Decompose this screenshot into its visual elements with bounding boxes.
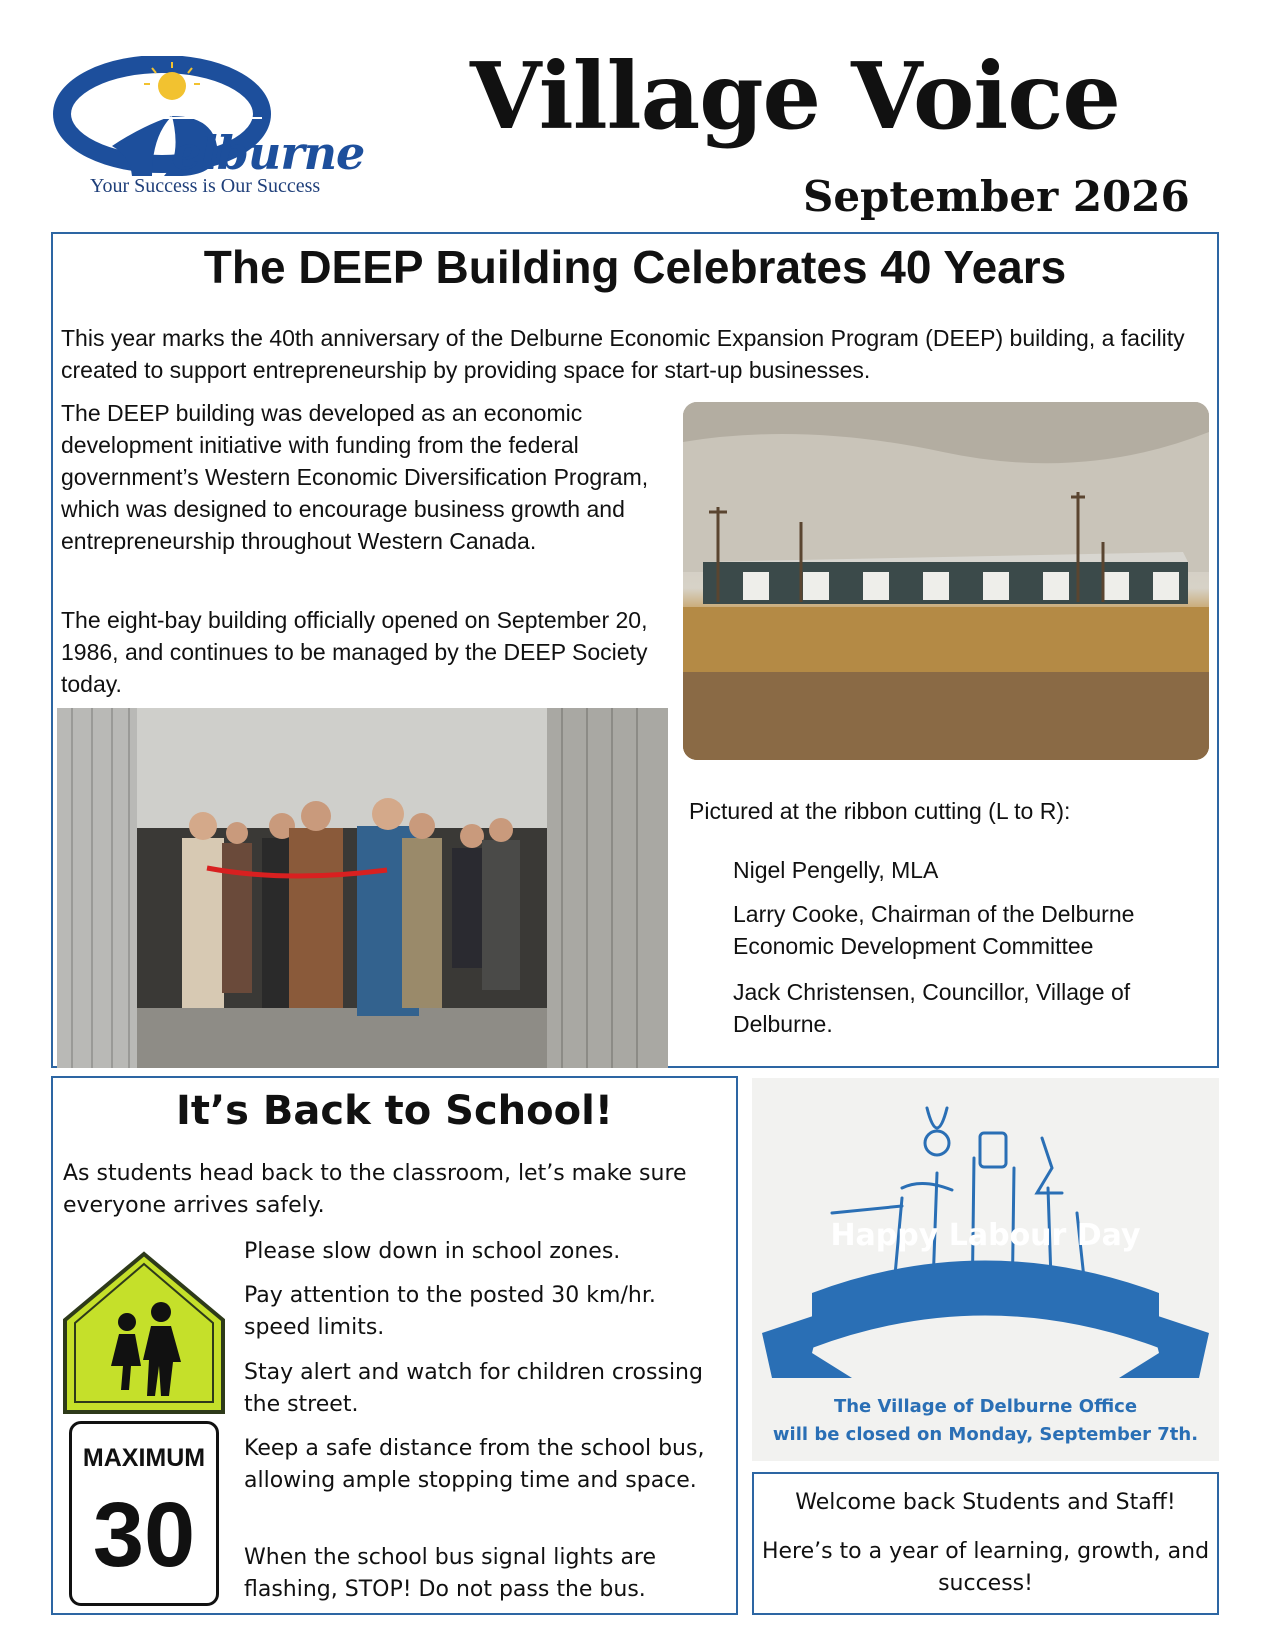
caption-person: Jack Christensen, Councillor, Village of Delburne. xyxy=(733,979,1131,1037)
deep-building-photo xyxy=(683,402,1209,760)
caption-person: Larry Cooke, Chairman of the Delburne Economic Development Committee xyxy=(733,901,1135,959)
school-crossing-sign-icon xyxy=(61,1250,227,1416)
speed-sign-word: MAXIMUM xyxy=(82,1444,206,1472)
safety-tip: Keep a safe distance from the school bus, allowing ample stopping time and space. xyxy=(244,1436,705,1493)
deep-article-paragraph: The DEEP building was developed as an economic development initiative with funding from the federal government’s Western Economic Diversification Program, which was designed to encourage business growth and entrepreneurship throughout Western Canada. xyxy=(61,400,649,554)
issue-date: September 2026 xyxy=(803,172,1190,221)
deep-article-title: The DEEP Building Celebrates 40 Years xyxy=(203,241,1067,293)
welcome-line: Here’s to a year of learning, growth, and success! xyxy=(761,1539,1210,1596)
ribbon-cutting-photo xyxy=(57,708,668,1068)
office-closure-notice: will be closed on Monday, September 7th. xyxy=(772,1424,1199,1445)
speed-sign-number: 30 xyxy=(92,1484,196,1586)
school-article-intro: As students head back to the classroom, let’s make sure everyone arrives safely. xyxy=(63,1161,687,1218)
safety-tip: Please slow down in school zones. xyxy=(244,1239,621,1264)
office-closure-notice: The Village of Delburne Office xyxy=(833,1396,1138,1417)
safety-tip: When the school bus signal lights are flashing, STOP! Do not pass the bus. xyxy=(244,1545,657,1602)
photo-caption-heading: Pictured at the ribbon cutting (L to R): xyxy=(689,798,1071,824)
logo-wordmark: elburne xyxy=(172,126,365,180)
safety-tip: Pay attention to the posted 30 km/hr. speed limits. xyxy=(244,1283,656,1340)
masthead-title: Village Voice xyxy=(470,42,1120,150)
deep-article-intro: This year marks the 40th anniversary of the Delburne Economic Expansion Program (DEEP) building, a facility created to support entrepreneurship by providing space for start-up businesses. xyxy=(61,325,1185,383)
safety-tip: Stay alert and watch for children crossing the street. xyxy=(244,1360,703,1417)
labour-day-banner-text: Happy Labour Day xyxy=(830,1218,1141,1253)
school-article-title: It’s Back to School! xyxy=(175,1088,614,1134)
speed-limit-sign xyxy=(69,1421,219,1606)
logo-tagline: Your Success is Our Success xyxy=(90,175,321,197)
deep-article-paragraph: The eight-bay building officially opened on September 20, 1986, and continues to be managed by the DEEP Society today. xyxy=(61,607,648,697)
caption-person: Nigel Pengelly, MLA xyxy=(733,857,939,883)
welcome-line: Welcome back Students and Staff! xyxy=(795,1490,1176,1515)
